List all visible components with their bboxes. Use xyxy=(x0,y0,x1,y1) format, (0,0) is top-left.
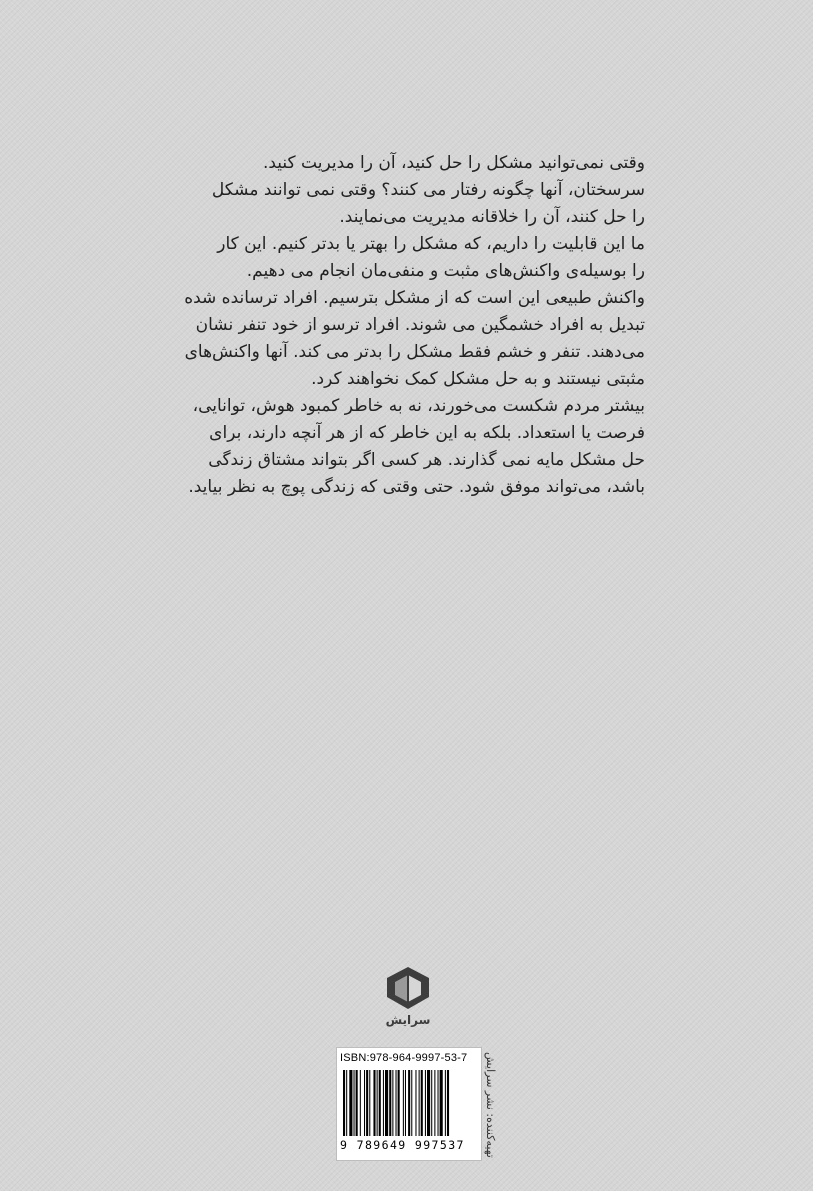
blurb-line: فرصت یا استعداد. بلکه به این خاطر که از هر آنچه دارند، برای xyxy=(209,423,645,443)
isbn-barcode xyxy=(336,1047,482,1161)
blurb-line: تبدیل به افراد خشمگین می شوند. افراد ترسو از خود تنفر نشان xyxy=(195,315,645,335)
barcode-bars xyxy=(343,1070,475,1136)
blurb-line: را بوسیله‌ی واکنش‌های مثبت و منفی‌مان انجام می دهیم. xyxy=(246,261,645,281)
blurb-line: باشد، می‌تواند موفق شود. حتی وقتی که زندگی پوچ به نظر بیاید. xyxy=(188,477,645,497)
blurb-line: سرسختان، آنها چگونه رفتار می کنند؟ وقتی نمی توانند مشکل xyxy=(211,180,645,200)
barcode-number: 9 789649 997537 xyxy=(340,1138,465,1152)
blurb-line: بیشتر مردم شکست می‌خورند، نه به خاطر کمبود هوش، توانایی، xyxy=(192,396,645,416)
publisher-logo xyxy=(380,965,436,1027)
publisher-name: سرایش xyxy=(385,1013,431,1027)
blurb-line: وقتی نمی‌توانید مشکل را حل کنید، آن را مدیریت کنید. xyxy=(262,153,645,173)
isbn-label: ISBN:978-964-9997-53-7 xyxy=(340,1052,468,1064)
open-book-icon xyxy=(385,965,431,1011)
back-cover-blurb xyxy=(175,150,645,501)
side-credit-text: تهیه‌کننده: نشر سرایش xyxy=(484,1052,497,1158)
blurb-line: مثبتی نیستند و به حل مشکل کمک نخواهند کرد. xyxy=(311,369,645,389)
blurb-line: را حل کنند، آن را خلاقانه مدیریت می‌نمایند. xyxy=(339,207,645,227)
blurb-line: ما این قابلیت را داریم، که مشکل را بهتر یا بدتر کنیم. این کار xyxy=(217,234,645,254)
blurb-line: واکنش طبیعی این است که از مشکل بترسیم. افراد ترسانده شده xyxy=(184,288,645,308)
blurb-line: حل مشکل مایه نمی گذارند. هر کسی اگر بتواند مشتاق زندگی xyxy=(208,450,645,470)
blurb-line: می‌دهند. تنفر و خشم فقط مشکل را بدتر می کند. آنها واکنش‌های xyxy=(184,342,645,362)
